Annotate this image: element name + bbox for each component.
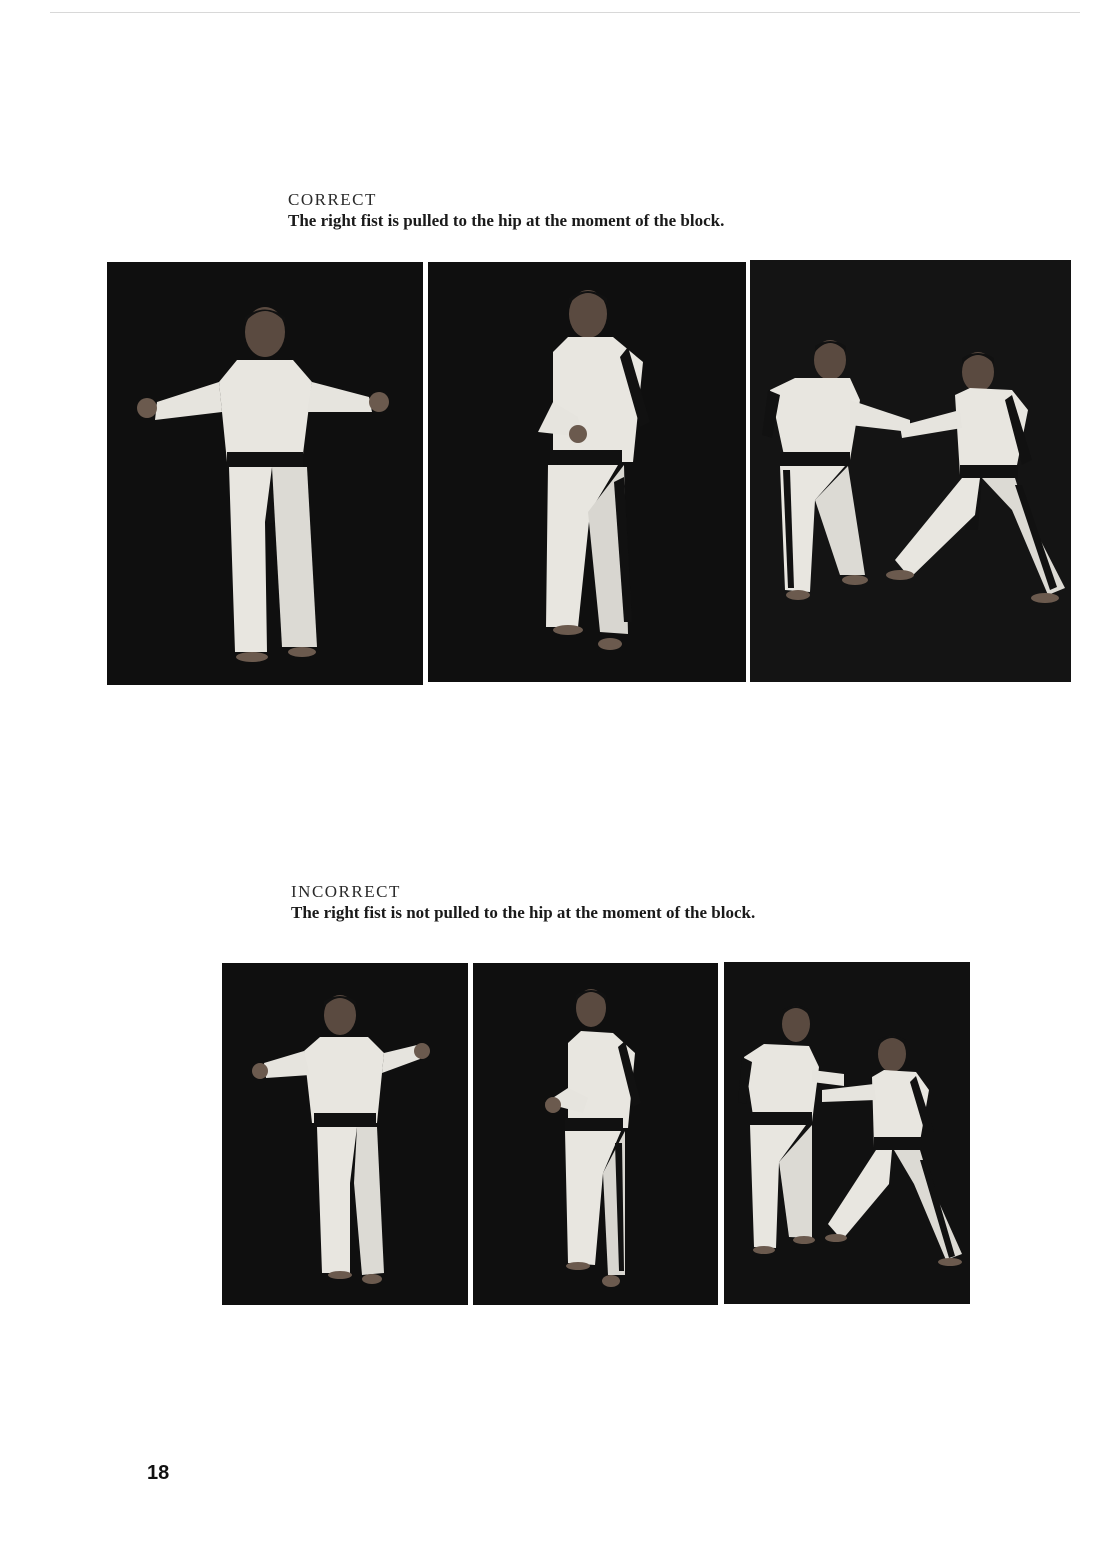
incorrect-caption	[291, 882, 755, 924]
page-number: 18	[147, 1462, 170, 1484]
correct-description: The right fist is pulled to the hip at the moment of the block.	[288, 211, 725, 230]
correct-photo-side-view	[428, 262, 746, 682]
incorrect-photo-side-view	[473, 963, 718, 1305]
incorrect-photo-front-view	[222, 963, 468, 1305]
correct-label: CORRECT	[288, 190, 377, 209]
incorrect-description: The right fist is not pulled to the hip at the moment of the block.	[291, 903, 756, 922]
correct-photo-sparring	[750, 260, 1071, 682]
correct-photo-front-view	[107, 262, 423, 685]
incorrect-label: INCORRECT	[291, 882, 401, 901]
correct-caption	[288, 190, 724, 232]
page-top-edge	[50, 12, 1080, 13]
incorrect-photo-sparring	[724, 962, 970, 1304]
